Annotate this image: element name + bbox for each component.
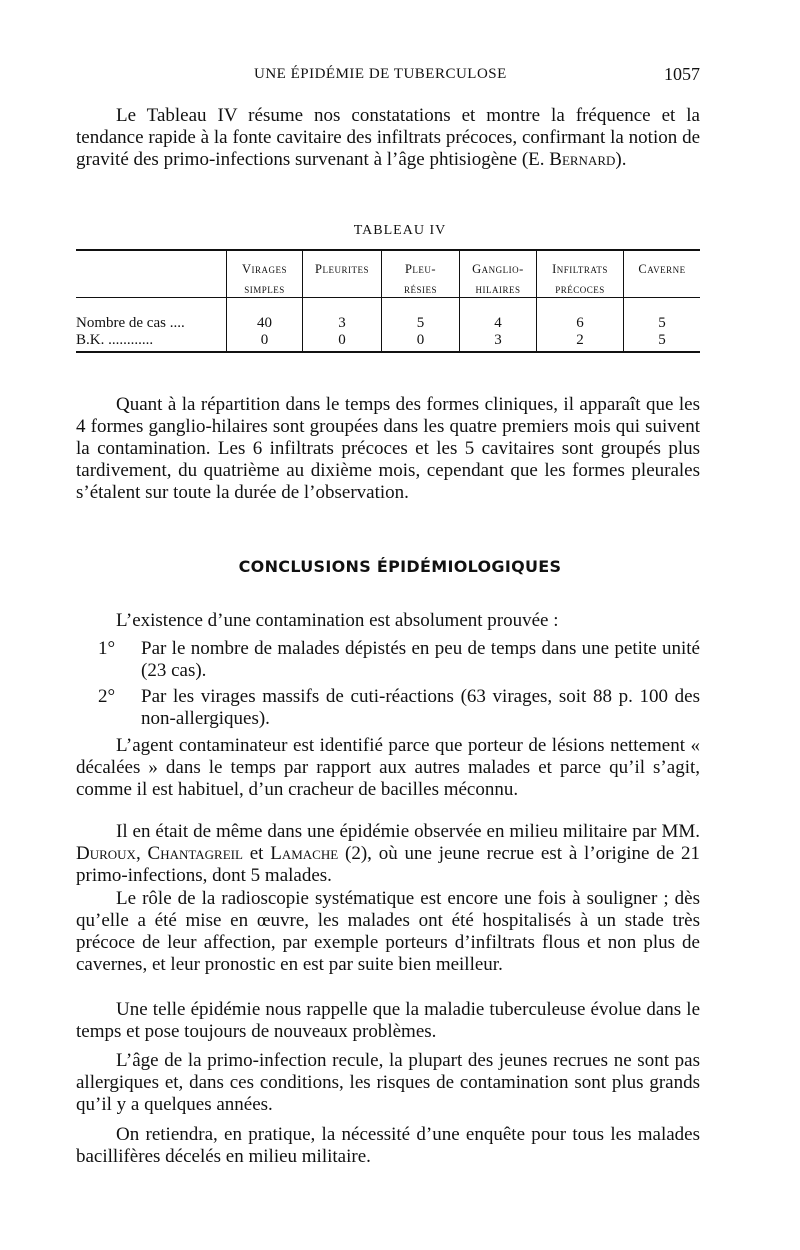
paragraph-agent: L’agent contaminateur est identifié parce que porteur de lésions nettement « décalées » dans le temps par rapport aux autres malades et parce qu’il s’agit, comme il est habituel, d’un cracheur de bacilles méconnu. — [76, 735, 700, 800]
table-cell: 0 — [416, 332, 425, 348]
table-top-rule — [76, 249, 700, 251]
list-text: Par le nombre de malades dépistés en peu de temps dans une petite unité (23 cas). — [141, 638, 700, 681]
column-header-line: précoces — [555, 282, 605, 296]
intro-paragraph — [76, 105, 700, 171]
table-header-rule — [624, 297, 700, 298]
row-label-nombre: Nombre de cas .... — [76, 315, 185, 331]
running-head — [0, 64, 800, 88]
intro-text-end: ). — [615, 149, 627, 170]
paragraph-age: L’âge de la primo-infection recule, la plupart des jeunes recrues ne sont pas allergiques et, dans ces conditions, les risques de contamination sont plus grands qu’il y a quelques années. — [76, 1050, 700, 1115]
column-header-virages — [227, 259, 302, 299]
name-separator: et — [242, 843, 271, 864]
table-cell: 40 — [257, 315, 272, 331]
table-cell: 0 — [338, 332, 346, 348]
military-text: Il en était de même dans une épidémie observée en milieu militaire par MM. — [116, 821, 700, 842]
table-bottom-rule — [76, 351, 700, 353]
table-header-rule — [303, 297, 381, 298]
page-number: 1057 — [664, 64, 700, 84]
table-cell: 2 — [576, 332, 584, 348]
name-separator: , — [135, 843, 148, 864]
column-header-line: Pleu- — [404, 262, 437, 276]
list-item — [98, 686, 700, 730]
list-number: 2° — [98, 686, 116, 707]
paragraph-epidemie: Une telle épidémie nous rappelle que la maladie tuberculeuse évolue dans le temps et pose toujours de nouveaux problèmes. — [76, 999, 700, 1042]
section-heading: CONCLUSIONS ÉPIDÉMIOLOGIQUES — [238, 557, 562, 576]
table-cell: 3 — [338, 315, 346, 331]
author-name: Lamache — [270, 843, 339, 864]
table-cell: 0 — [260, 332, 269, 348]
table-cell: 4 — [494, 315, 502, 331]
data-table — [76, 249, 700, 353]
column-header-line: Ganglio- — [472, 262, 524, 276]
column-header-pleurites — [303, 259, 381, 279]
column-header-caverne — [624, 259, 700, 279]
conclusions-lead: L’existence d’une contamination est absolument prouvée : — [116, 610, 559, 631]
table-cell: 6 — [576, 315, 584, 331]
paragraph-radioscopie: Le rôle de la radioscopie systématique est encore une fois à souligner ; dès qu’elle a été mise en œuvre, les malades ont été hospitalisés à un stade très précoce de leur affection, par exemple porteurs d’infiltrats flous et non plus de cavernes, et leur pronostic en est par suite bien meilleur. — [76, 888, 700, 975]
paragraph-military — [76, 821, 700, 887]
table-cell: 5 — [658, 315, 666, 331]
table-caption: TABLEAU IV — [353, 223, 447, 238]
column-header-pleuresies — [382, 259, 459, 299]
column-header-line: Infiltrats — [552, 262, 608, 276]
column-header-line: Caverne — [638, 262, 686, 276]
list-text: Par les virages massifs de cuti-réactions (63 virages, soit 88 p. 100 des non-allergiques). — [141, 686, 700, 729]
author-name: Chantagreil — [147, 843, 243, 864]
column-header-line: Virages — [241, 262, 288, 276]
running-title: UNE ÉPIDÉMIE DE TUBERCULOSE — [254, 66, 507, 82]
row-label-bk: B.K. ............ — [76, 332, 154, 348]
column-header-line: simples — [244, 282, 285, 296]
column-header-line: Pleurites — [315, 262, 369, 276]
list-number: 1° — [98, 638, 116, 659]
author-name: Bernard — [549, 149, 616, 170]
column-header-infiltrats — [537, 259, 623, 299]
list-item — [98, 638, 700, 682]
table-cell: 5 — [416, 315, 425, 331]
column-header-line: hilaires — [475, 282, 521, 296]
column-header-line: résies — [403, 282, 437, 296]
military-text-end: (2), où une jeune recrue est à l’origine de 21 primo-infections, dont 5 malades. — [76, 843, 701, 886]
table-header-rule — [76, 297, 226, 298]
table-cell: 5 — [658, 332, 666, 348]
paragraph-enquete: On retiendra, en pratique, la nécessité d’une enquête pour tous les malades bacillifères décelés en milieu militaire. — [76, 1124, 700, 1167]
paragraph-repartition: Quant à la répartition dans le temps des formes cliniques, il apparaît que les 4 formes ganglio-hilaires sont groupées dans les quatre premiers mois qui suivent la contamination. Les 6 infiltrats précoces et les 5 cavitaires sont groupés plus tardivement, du quatrième au dixième mois, cependant que les formes pleurales s’étalent sur toute la durée de l’observation. — [76, 394, 700, 503]
table-cell: 3 — [494, 332, 502, 348]
column-header-ganglio-hilaires — [460, 259, 536, 299]
intro-text: Le Tableau IV résume nos constatations et montre la fréquence et la tendance rapide à la fonte cavitaire des infiltrats précoces, confirmant la notion de gravité des primo-infections survenant à l’âge phtisiogène (E. — [76, 105, 700, 170]
author-name: Duroux — [76, 843, 136, 864]
